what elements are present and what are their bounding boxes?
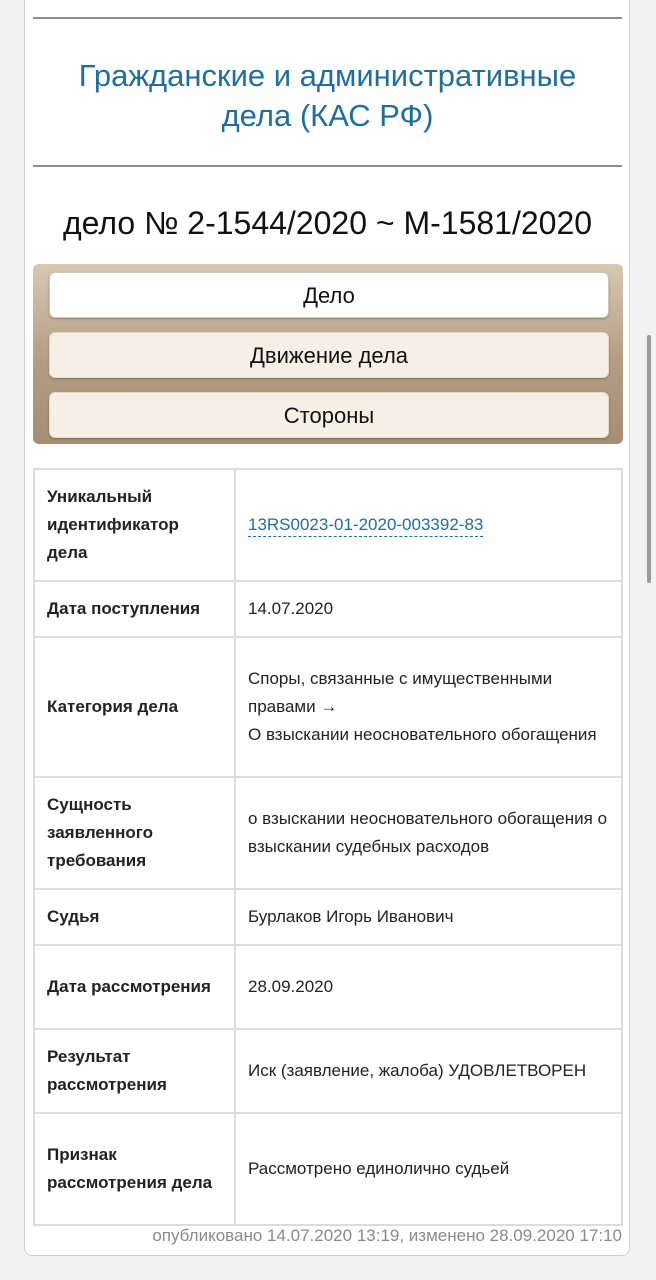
- tab-case-movement[interactable]: Движение дела: [49, 332, 609, 378]
- row-label-judge: Судья: [34, 889, 235, 945]
- row-value-hearing-date: 28.09.2020: [235, 945, 622, 1029]
- table-row: [34, 777, 622, 889]
- table-row: [34, 889, 622, 945]
- row-value-review-mode: Рассмотрено единолично судьей: [235, 1113, 622, 1225]
- table-row: [34, 637, 622, 777]
- title-divider: [33, 165, 622, 167]
- section-title: [33, 56, 622, 136]
- category-sub: О взыскании неосновательного обогащения: [248, 725, 597, 744]
- table-row: [34, 1029, 622, 1113]
- row-label-unique-id: Уникальный идентификатор дела: [34, 469, 235, 581]
- row-value-received-date: 14.07.2020: [235, 581, 622, 637]
- tab-parties[interactable]: Стороны: [49, 392, 609, 438]
- table-row: [34, 581, 622, 637]
- table-row: [34, 945, 622, 1029]
- row-label-hearing-date: Дата рассмотрения: [34, 945, 235, 1029]
- row-label-result: Результат рассмотрения: [34, 1029, 235, 1113]
- row-label-received-date: Дата поступления: [34, 581, 235, 637]
- section-title-line1: Гражданские и административные: [78, 58, 577, 93]
- top-divider: [33, 17, 622, 19]
- row-value-judge: Бурлаков Игорь Иванович: [235, 889, 622, 945]
- table-row: [34, 469, 622, 581]
- tab-case[interactable]: Дело: [49, 272, 609, 318]
- row-value-claim-essence: о взыскании неосновательного обогащения о взыскании судебных расходов: [235, 777, 622, 889]
- table-row: [34, 1113, 622, 1225]
- unique-id-link[interactable]: 13RS0023-01-2020-003392-83: [248, 515, 483, 537]
- row-label-review-mode: Признак рассмотрения дела: [34, 1113, 235, 1225]
- row-value-category: [235, 637, 622, 777]
- row-label-claim-essence: Сущность заявленного требования: [34, 777, 235, 889]
- publication-meta: опубликовано 14.07.2020 13:19, изменено 28.09.2020 17:10: [152, 1226, 622, 1245]
- case-details-table: [33, 468, 623, 1226]
- scrollbar[interactable]: [647, 335, 651, 583]
- category-main: Споры, связанные с имущественными правами →: [248, 669, 553, 716]
- tabs-panel: [33, 264, 623, 444]
- section-title-line2: дела (КАС РФ): [221, 98, 434, 133]
- case-number: дело № 2-1544/2020 ~ М-1581/2020: [62, 205, 593, 241]
- row-value-unique-id: [235, 469, 622, 581]
- row-value-result: Иск (заявление, жалоба) УДОВЛЕТВОРЕН: [235, 1029, 622, 1113]
- row-label-category: Категория дела: [34, 637, 235, 777]
